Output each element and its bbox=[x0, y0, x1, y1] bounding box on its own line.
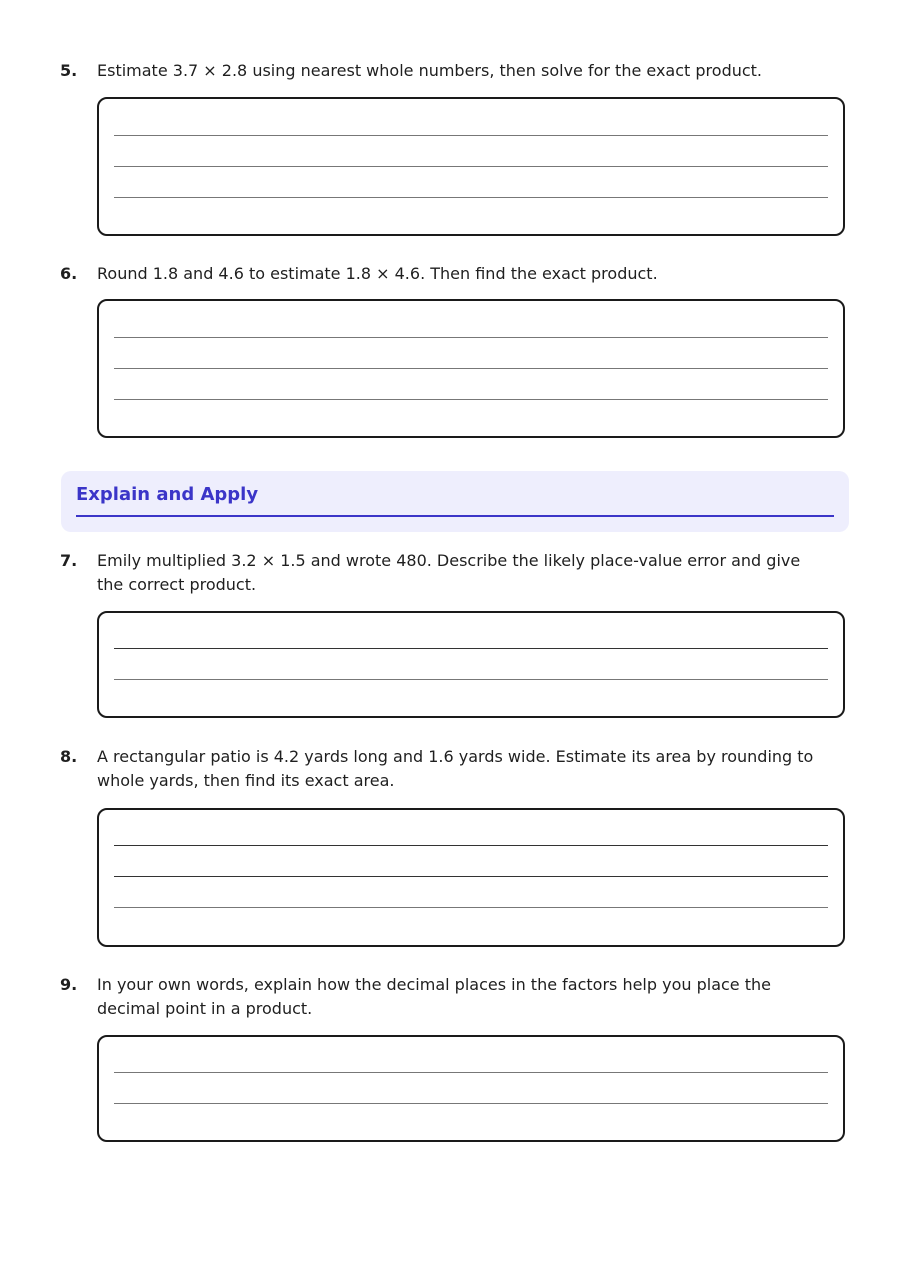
question-9 bbox=[60, 973, 850, 1021]
answer-box-6[interactable] bbox=[97, 299, 845, 438]
question-number: 6. bbox=[60, 264, 78, 283]
question-number: 5. bbox=[60, 61, 78, 80]
question-number: 9. bbox=[60, 975, 78, 994]
answer-line bbox=[114, 337, 828, 338]
answer-line bbox=[114, 907, 828, 908]
question-text: A rectangular patio is 4.2 yards long and 1.6 yards wide. Estimate its area by rounding to whole yards, then find its exact area. bbox=[97, 747, 814, 790]
answer-line bbox=[114, 399, 828, 400]
section-banner bbox=[61, 471, 849, 532]
answer-line bbox=[114, 1103, 828, 1104]
section-underline bbox=[76, 515, 834, 517]
answer-line bbox=[114, 135, 828, 136]
answer-line bbox=[114, 648, 828, 649]
question-7 bbox=[60, 549, 850, 597]
question-text: In your own words, explain how the decimal places in the factors help you place the decimal point in a product. bbox=[97, 975, 771, 1018]
section-title: Explain and Apply bbox=[76, 484, 259, 505]
answer-box-5[interactable] bbox=[97, 97, 845, 236]
question-text: Estimate 3.7 × 2.8 using nearest whole numbers, then solve for the exact product. bbox=[97, 61, 763, 80]
answer-line bbox=[114, 166, 828, 167]
answer-line bbox=[114, 197, 828, 198]
question-number: 8. bbox=[60, 747, 78, 766]
answer-line bbox=[114, 368, 828, 369]
question-6 bbox=[60, 262, 850, 286]
question-text: Round 1.8 and 4.6 to estimate 1.8 × 4.6. Then find the exact product. bbox=[97, 264, 658, 283]
question-number: 7. bbox=[60, 551, 78, 570]
question-8 bbox=[60, 745, 850, 793]
answer-line bbox=[114, 845, 828, 846]
answer-box-8[interactable] bbox=[97, 808, 845, 947]
question-text: Emily multiplied 3.2 × 1.5 and wrote 480. Describe the likely place-value error and give the correct product. bbox=[97, 551, 801, 594]
answer-line bbox=[114, 1072, 828, 1073]
answer-box-7[interactable] bbox=[97, 611, 845, 718]
answer-line bbox=[114, 679, 828, 680]
answer-box-9[interactable] bbox=[97, 1035, 845, 1142]
answer-line bbox=[114, 876, 828, 877]
question-5 bbox=[60, 59, 850, 83]
